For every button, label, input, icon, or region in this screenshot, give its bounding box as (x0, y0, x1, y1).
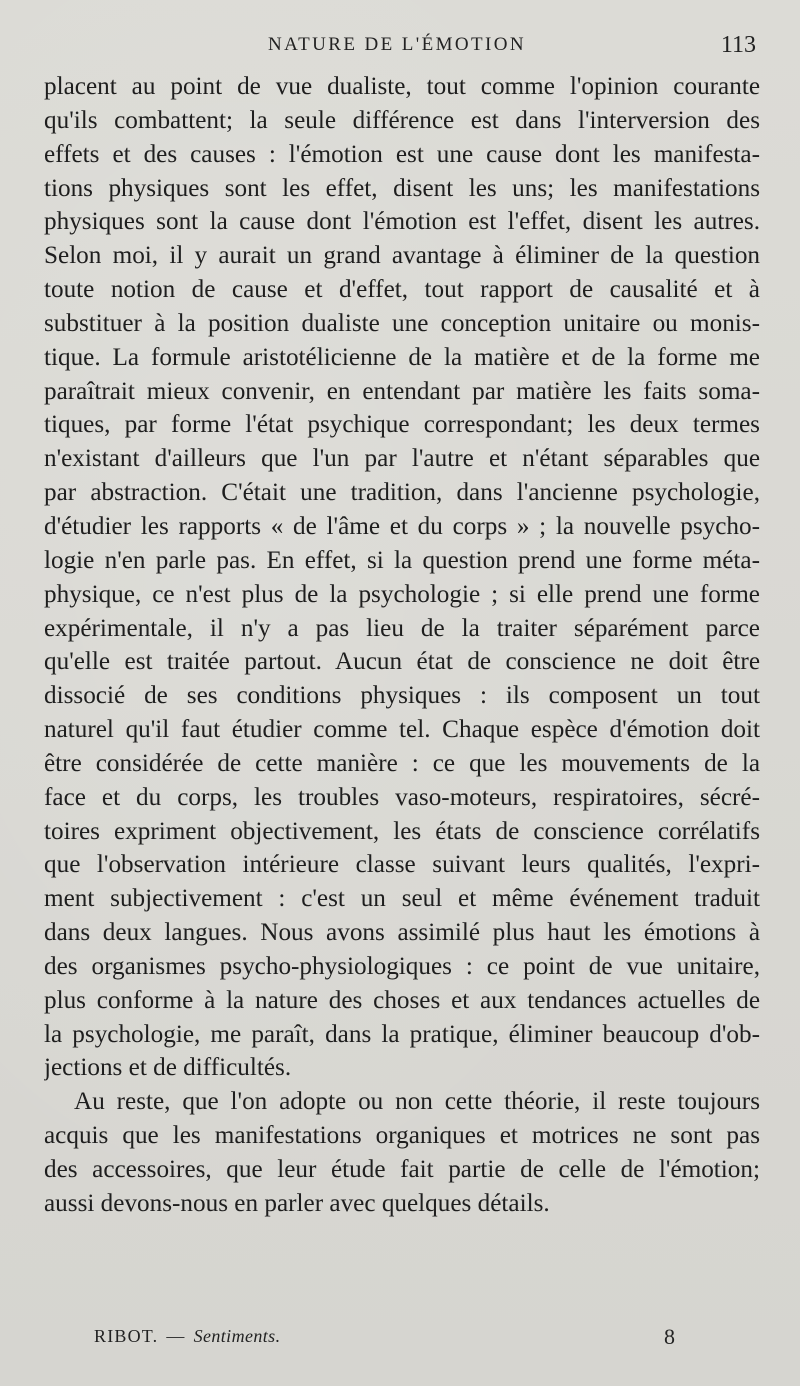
paragraph-1 (44, 70, 760, 1085)
text-line: tiques, par forme l'état psychique correspondant; les deux termes (44, 411, 760, 439)
text-line: acquis que les manifestations organiques et motrices ne sont pas (44, 1122, 760, 1150)
text-line: n'existant d'ailleurs que l'un par l'autre et n'étant séparables que (44, 445, 760, 473)
page-footer (0, 1326, 800, 1356)
text-line: paraîtrait mieux convenir, en entendant par matière les faits soma- (44, 377, 760, 405)
text-line: aussi devons-nous en parler avec quelques détails. (44, 1189, 550, 1217)
text-line: toires expriment objectivement, les états de conscience corrélatifs (44, 817, 760, 845)
text-line: qu'elle est traitée partout. Aucun état de conscience ne doit être (44, 648, 760, 676)
signature-line (94, 1326, 280, 1347)
page-number: 113 (720, 32, 756, 58)
text-line: face et du corps, les troubles vaso-moteurs, respiratoires, sécré- (44, 783, 760, 811)
author-name: RIBOT. (94, 1326, 159, 1346)
text-line: par abstraction. C'était une tradition, dans l'ancienne psychologie, (44, 479, 760, 507)
work-title: Sentiments. (193, 1326, 281, 1346)
text-line: ment subjectivement : c'est un seul et même événement traduit (44, 885, 760, 913)
text-line: qu'ils combattent; la seule différence est dans l'interversion des (44, 106, 760, 134)
signature-mark: 8 (664, 1324, 675, 1349)
text-line: placent au point de vue dualiste, tout comme l'opinion courante (44, 73, 760, 100)
text-line: physique, ce n'est plus de la psychologie ; si elle prend une forme (44, 580, 760, 608)
text-line: d'étudier les rapports « de l'âme et du corps » ; la nouvelle psycho- (44, 512, 760, 540)
text-line: physiques sont la cause dont l'émotion est l'effet, disent les autres. (44, 208, 760, 236)
running-title: NATURE DE L'ÉMOTION (268, 34, 526, 55)
text-line: toute notion de cause et d'effet, tout rapport de causalité et à (44, 276, 760, 304)
paragraph-2 (44, 1085, 760, 1220)
text-line: substituer à la position dualiste une conception unitaire ou monis- (44, 309, 760, 337)
text-line: expérimentale, il n'y a pas lieu de la traiter séparément parce (44, 614, 760, 642)
text-line: plus conforme à la nature des choses et aux tendances actuelles de (44, 986, 760, 1014)
text-line: que l'observation intérieure classe suivant leurs qualités, l'expri- (44, 851, 760, 879)
text-line: effets et des causes : l'émotion est une cause dont les manifesta- (44, 140, 760, 168)
text-line: logie n'en parle pas. En effet, si la question prend une forme méta- (44, 546, 760, 574)
text-line: être considérée de cette manière : ce que les mouvements de la (44, 749, 760, 777)
page-header (0, 34, 800, 64)
text-line: tions physiques sont les effet, disent les uns; les manifestations (44, 174, 760, 202)
text-line: Selon moi, il y aurait un grand avantage à éliminer de la question (44, 242, 760, 270)
text-line: jections et de difficultés. (44, 1054, 292, 1082)
text-line: naturel qu'il faut étudier comme tel. Chaque espèce d'émotion doit (44, 716, 760, 744)
em-dash: — (166, 1326, 186, 1346)
text-line: des organismes psycho-physiologiques : ce point de vue unitaire, (44, 952, 760, 980)
body-text (44, 70, 760, 1221)
text-line: tique. La formule aristotélicienne de la matière et de la forme me (44, 343, 760, 371)
text-line: Au reste, que l'on adopte ou non cette théorie, il reste toujours (74, 1088, 760, 1116)
text-line: la psychologie, me paraît, dans la pratique, éliminer beaucoup d'ob- (44, 1020, 760, 1048)
text-line: des accessoires, que leur étude fait partie de celle de l'émotion; (44, 1156, 760, 1183)
text-line: dans deux langues. Nous avons assimilé plus haut les émotions à (44, 919, 760, 947)
text-line: dissocié de ses conditions physiques : ils composent un tout (44, 682, 760, 710)
